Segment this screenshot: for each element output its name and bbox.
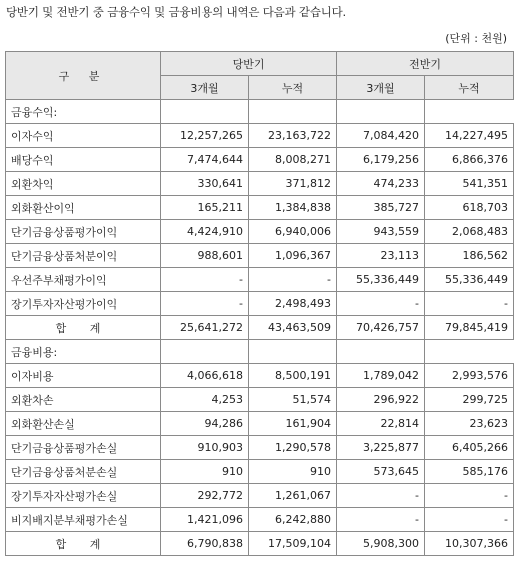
row-label: 외환차익 <box>6 172 161 196</box>
value-cell: 4,424,910 <box>161 220 249 244</box>
value-cell: 541,351 <box>425 172 514 196</box>
value-cell: 1,789,042 <box>337 364 425 388</box>
value-cell: - <box>337 484 425 508</box>
empty-cell <box>161 100 249 124</box>
header-category: 구 분 <box>6 52 161 100</box>
expense-section-row <box>6 340 514 364</box>
value-cell: 385,727 <box>337 196 425 220</box>
table-row <box>6 124 514 148</box>
table-row <box>6 484 514 508</box>
empty-cell <box>337 100 425 124</box>
empty-cell <box>337 340 425 364</box>
total-label: 합 계 <box>6 532 161 556</box>
value-cell: 14,227,495 <box>425 124 514 148</box>
value-cell: 6,866,376 <box>425 148 514 172</box>
value-cell: - <box>249 268 337 292</box>
value-cell: 573,645 <box>337 460 425 484</box>
value-cell: 292,772 <box>161 484 249 508</box>
total-value-cell: 10,307,366 <box>425 532 514 556</box>
value-cell: 6,940,006 <box>249 220 337 244</box>
empty-cell <box>425 340 514 364</box>
row-label: 외화환산손실 <box>6 412 161 436</box>
row-label: 비지배지분부채평가손실 <box>6 508 161 532</box>
value-cell: 23,113 <box>337 244 425 268</box>
table-row <box>6 220 514 244</box>
income-section-row <box>6 100 514 124</box>
value-cell: 6,405,266 <box>425 436 514 460</box>
value-cell: - <box>337 508 425 532</box>
empty-cell <box>161 340 249 364</box>
value-cell: 165,211 <box>161 196 249 220</box>
row-label: 장기투자자산평가손실 <box>6 484 161 508</box>
expense-total-row <box>6 532 514 556</box>
value-cell: 910,903 <box>161 436 249 460</box>
empty-cell <box>425 100 514 124</box>
row-label: 단기금융상품평가이익 <box>6 220 161 244</box>
row-label: 우선주부채평가이익 <box>6 268 161 292</box>
table-row <box>6 196 514 220</box>
empty-cell <box>249 100 337 124</box>
row-label: 외화환산이익 <box>6 196 161 220</box>
value-cell: 186,562 <box>425 244 514 268</box>
total-value-cell: 6,790,838 <box>161 532 249 556</box>
value-cell: 2,068,483 <box>425 220 514 244</box>
intro-text: 당반기 및 전반기 중 금융수익 및 금융비용의 내역은 다음과 같습니다. <box>6 5 347 19</box>
value-cell: 618,703 <box>425 196 514 220</box>
value-cell: 23,163,722 <box>249 124 337 148</box>
table-row <box>6 292 514 316</box>
table-row <box>6 412 514 436</box>
financial-table <box>5 51 514 556</box>
income-total-row <box>6 316 514 340</box>
value-cell: 3,225,877 <box>337 436 425 460</box>
total-label: 합 계 <box>6 316 161 340</box>
value-cell: 8,008,271 <box>249 148 337 172</box>
value-cell: 51,574 <box>249 388 337 412</box>
row-label: 단기금융상품처분손실 <box>6 460 161 484</box>
value-cell: 22,814 <box>337 412 425 436</box>
value-cell: 55,336,449 <box>425 268 514 292</box>
value-cell: 2,498,493 <box>249 292 337 316</box>
row-label: 이자수익 <box>6 124 161 148</box>
value-cell: 1,290,578 <box>249 436 337 460</box>
value-cell: 8,500,191 <box>249 364 337 388</box>
row-label: 이자비용 <box>6 364 161 388</box>
value-cell: - <box>425 484 514 508</box>
table-row <box>6 148 514 172</box>
row-label: 배당수익 <box>6 148 161 172</box>
header-previous-cumulative: 누적 <box>425 76 514 100</box>
value-cell: 943,559 <box>337 220 425 244</box>
unit-note: (단위 : 천원) <box>445 32 507 45</box>
total-value-cell: 70,426,757 <box>337 316 425 340</box>
value-cell: - <box>161 292 249 316</box>
header-current-3month: 3개월 <box>161 76 249 100</box>
table-row <box>6 364 514 388</box>
value-cell: 474,233 <box>337 172 425 196</box>
value-cell: 12,257,265 <box>161 124 249 148</box>
value-cell: 7,474,644 <box>161 148 249 172</box>
value-cell: 1,261,067 <box>249 484 337 508</box>
value-cell: 296,922 <box>337 388 425 412</box>
value-cell: - <box>161 268 249 292</box>
value-cell: 1,096,367 <box>249 244 337 268</box>
value-cell: - <box>425 292 514 316</box>
income-section-title: 금융수익: <box>6 100 161 124</box>
row-label: 장기투자자산평가이익 <box>6 292 161 316</box>
header-current-period: 당반기 <box>161 52 337 76</box>
value-cell: 4,253 <box>161 388 249 412</box>
header-previous-period: 전반기 <box>337 52 514 76</box>
table-row <box>6 460 514 484</box>
row-label: 단기금융상품평가손실 <box>6 436 161 460</box>
total-value-cell: 79,845,419 <box>425 316 514 340</box>
value-cell: 1,421,096 <box>161 508 249 532</box>
value-cell: 6,242,880 <box>249 508 337 532</box>
value-cell: 910 <box>249 460 337 484</box>
value-cell: 4,066,618 <box>161 364 249 388</box>
value-cell: 988,601 <box>161 244 249 268</box>
row-label: 외환차손 <box>6 388 161 412</box>
total-value-cell: 5,908,300 <box>337 532 425 556</box>
total-value-cell: 25,641,272 <box>161 316 249 340</box>
value-cell: 161,904 <box>249 412 337 436</box>
value-cell: 6,179,256 <box>337 148 425 172</box>
table-row <box>6 268 514 292</box>
value-cell: 23,623 <box>425 412 514 436</box>
value-cell: 330,641 <box>161 172 249 196</box>
total-value-cell: 43,463,509 <box>249 316 337 340</box>
expense-section-title: 금융비용: <box>6 340 161 364</box>
value-cell: 910 <box>161 460 249 484</box>
total-value-cell: 17,509,104 <box>249 532 337 556</box>
row-label: 단기금융상품처분이익 <box>6 244 161 268</box>
value-cell: 585,176 <box>425 460 514 484</box>
value-cell: 299,725 <box>425 388 514 412</box>
value-cell: 7,084,420 <box>337 124 425 148</box>
table-row <box>6 436 514 460</box>
table-row <box>6 508 514 532</box>
table-row <box>6 388 514 412</box>
value-cell: 1,384,838 <box>249 196 337 220</box>
header-current-cumulative: 누적 <box>249 76 337 100</box>
value-cell: 94,286 <box>161 412 249 436</box>
header-previous-3month: 3개월 <box>337 76 425 100</box>
value-cell: - <box>337 292 425 316</box>
value-cell: 2,993,576 <box>425 364 514 388</box>
value-cell: - <box>425 508 514 532</box>
table-row <box>6 172 514 196</box>
value-cell: 55,336,449 <box>337 268 425 292</box>
empty-cell <box>249 340 337 364</box>
table-row <box>6 244 514 268</box>
value-cell: 371,812 <box>249 172 337 196</box>
table-body <box>6 100 514 556</box>
